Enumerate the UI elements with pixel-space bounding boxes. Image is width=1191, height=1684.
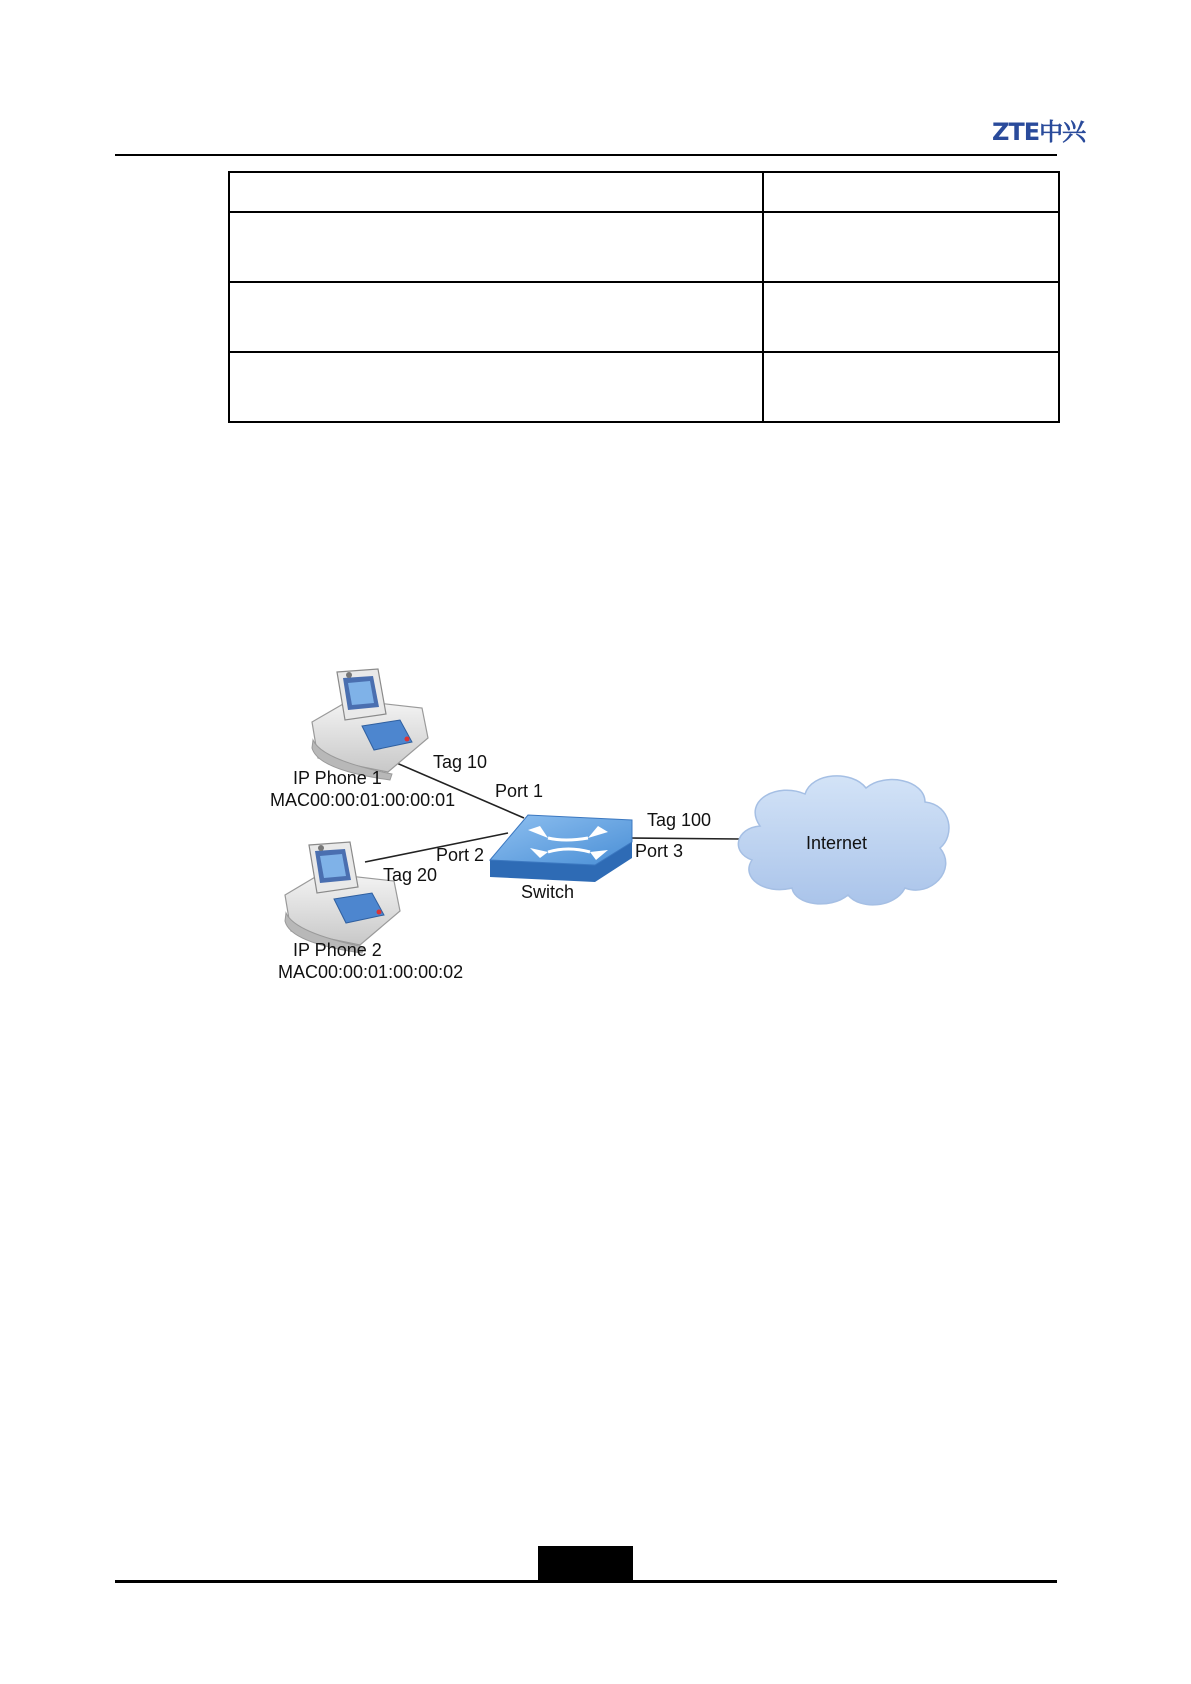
zte-logo: ZTE中兴 <box>992 118 1086 146</box>
link-port3 <box>630 838 740 839</box>
port-1-label: Port 1 <box>495 781 544 801</box>
ip-phone-1-label: IP Phone 1 <box>293 768 382 788</box>
footer-rule <box>115 1580 1057 1583</box>
mac-2-label: MAC00:00:01:00:00:02 <box>278 962 464 982</box>
port-3-label: Port 3 <box>635 841 684 861</box>
ip-phone-2-label: IP Phone 2 <box>293 940 382 960</box>
ip-phone-1-icon <box>312 669 428 780</box>
internet-label: Internet <box>806 833 868 853</box>
tag-10-label: Tag 10 <box>433 752 488 772</box>
switch-icon <box>490 815 632 882</box>
mac-1-label: MAC00:00:01:00:00:01 <box>270 790 456 810</box>
tag-20-label: Tag 20 <box>383 865 438 885</box>
tag-100-label: Tag 100 <box>647 810 712 830</box>
page-number-tab <box>538 1546 633 1580</box>
port-2-label: Port 2 <box>436 845 485 865</box>
switch-label: Switch <box>521 882 575 902</box>
